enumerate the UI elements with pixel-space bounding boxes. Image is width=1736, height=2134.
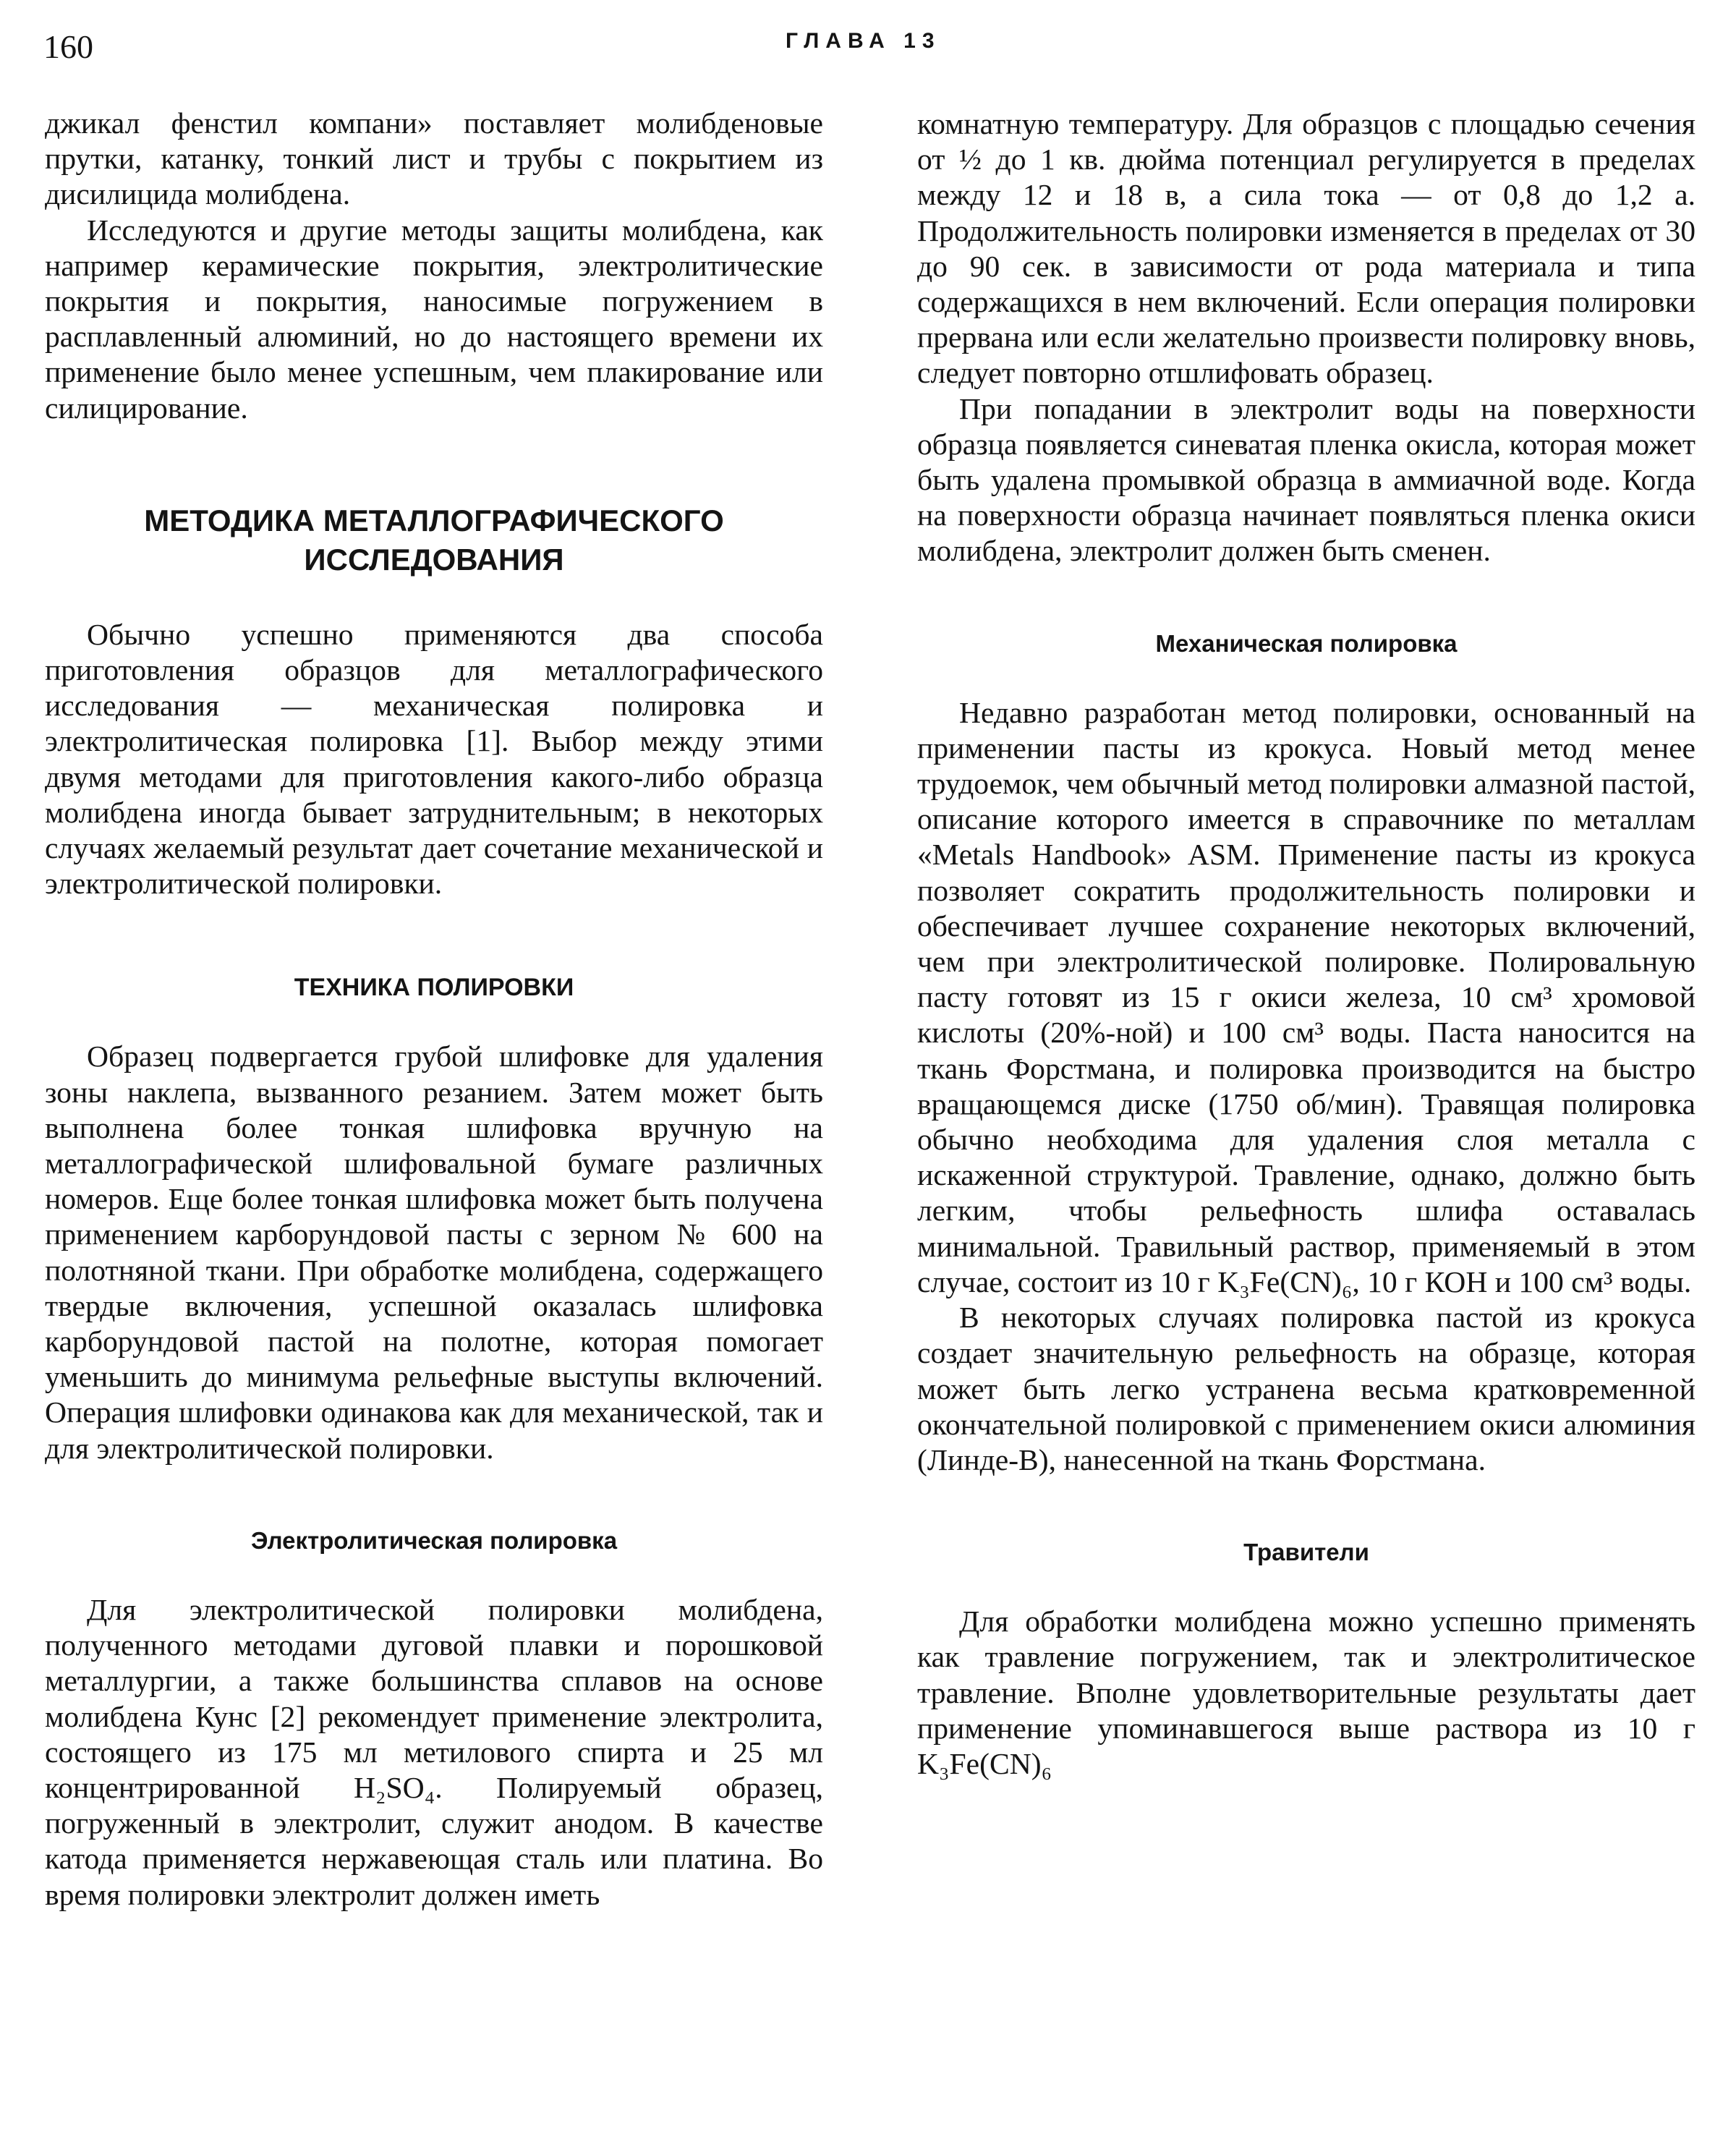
paragraph: Недавно разработан метод полировки, основанный на применении пасты из крокуса. Новый метод менее трудоемок, чем обычный метод полировки алмазной пастой, описание которого имеется в справочнике по металлам «Metals Handbook» ASM. Применение пасты из крокуса позволяет сократить продолжительность полировки и обеспечивает лучшее сохранение некоторых включений, чем при электролитической полировке. Полировальную пасту готовят из 15 г окиси железа, 10 см³ хромовой кислоты (20%-ной) и 100 см³ воды. Паста наносится на ткань Форстмана, и полировка производится на быстро вращающемся диске (1750 об/мин). Травящая полировка обычно необходима для удаления слоя металла с искаженной структурой. Травление, однако, должно быть легким, чтобы рельефность шлифа оставалась минимальной. Травильный раствор, применяемый в этом случае, состоит из 10 г K₃Fe(CN)₆, 10 г КОН и 100 см³ воды. xyxy=(917,695,1695,1298)
running-head: ГЛАВА 13 xyxy=(786,29,941,53)
right-column xyxy=(917,106,1695,1782)
paragraph: Обычно успешно применяются два способа приготовления образцов для металлографического исследования — механическая полировка и электролитическая полировка [1]. Выбор между этими двумя методами для приготовления какого-либо образца молибдена иногда бывает затруднительным; в некоторых случаях желаемый результат дает сочетание механической и электролитической полировки. xyxy=(45,617,823,901)
section-heading-methodology xyxy=(45,501,823,579)
subsection-heading-etchants: Травители xyxy=(1243,1539,1369,1566)
paragraph: Исследуются и другие методы защиты молибдена, как например керамические покрытия, электролитические покрытия и покрытия, наносимые погружением в расплавленный алюминий, но до настоящего времени их применение было менее успешным, чем плакирование или силицирование. xyxy=(45,213,823,425)
heading-line: МЕТОДИКА МЕТАЛЛОГРАФИЧЕСКОГО xyxy=(144,503,724,537)
paragraph: Для обработки молибдена можно успешно применять как травление погружением, так и электролитическое травление. Вполне удовлетворительные результаты дает применение упоминавшегося выше раствора из 10 г K₃Fe(CN)₆ xyxy=(917,1604,1695,1780)
paragraph: Образец подвергается грубой шлифовке для удаления зоны наклепа, вызванного резанием. Затем может быть выполнена более тонкая шлифовка вручную на металлографической шлифовальной бумаге различных номеров. Еще более тонкая шлифовка может быть получена применением карборундовой пасты с зерном № 600 на полотняной ткани. При обработке молибдена, содержащего твердые включения, успешной оказалась шлифовка карборундовой пастой на полотне, которая помогает уменьшить до минимума рельефные выступы включений. Операция шлифовки одинакова как для механической, так и для электролитической полировки. xyxy=(45,1040,823,1465)
heading-line: ИССЛЕДОВАНИЯ xyxy=(304,542,564,577)
left-column xyxy=(45,106,823,1913)
section-heading-technique: ТЕХНИКА ПОЛИРОВКИ xyxy=(294,974,574,1002)
paragraph: Для электролитической полировки молибдена, полученного методами дуговой плавки и порошковой металлургии, а также большинства сплавов на основе молибдена Кунс [2] рекомендует применение электролита, состоящего из 175 мл метилового спирта и 25 мл концентрированной H₂SO₄. Полируемый образец, погруженный в электролит, служит анодом. В качестве катода применяется нержавеющая сталь или платина. Во время полировки электролит должен иметь xyxy=(45,1592,823,1911)
page-number: 160 xyxy=(43,28,93,65)
paragraph: В некоторых случаях полировка пастой из крокуса создает значительную рельефность на образце, которая может быть легко устранена весьма кратковременной окончательной полировкой с применением окиси алюминия (Линде-В), нанесенной на ткань Форстмана. xyxy=(917,1301,1695,1476)
subsection-heading-electrolytic: Электролитическая полировка xyxy=(250,1526,618,1554)
paragraph: джикал фенстил компани» поставляет молибденовые прутки, катанку, тонкий лист и трубы с покрытием из дисилицида молибдена. xyxy=(45,106,823,211)
paragraph: При попадании в электролит воды на поверхности образца появляется синеватая пленка окисла, которая может быть удалена промывкой образца в аммиачной воде. Когда на поверхности образца начинает появляться пленка окиси молибдена, электролит должен быть сменен. xyxy=(917,391,1695,568)
paragraph: комнатную температуру. Для образцов с площадью сечения от ½ до 1 кв. дюйма потенциал регулируется в пределах между 12 и 18 в, а сила тока — от 0,8 до 1,2 а. Продолжительность полировки изменяется в пределах от 30 до 90 сек. в зависимости от рода материала и типа содержащихся в нем включений. Если операция полировки прервана или если желательно произвести полировку вновь, следует повторно отшлифовать образец. xyxy=(917,107,1695,390)
subsection-heading-mechanical: Механическая полировка xyxy=(1155,629,1458,657)
